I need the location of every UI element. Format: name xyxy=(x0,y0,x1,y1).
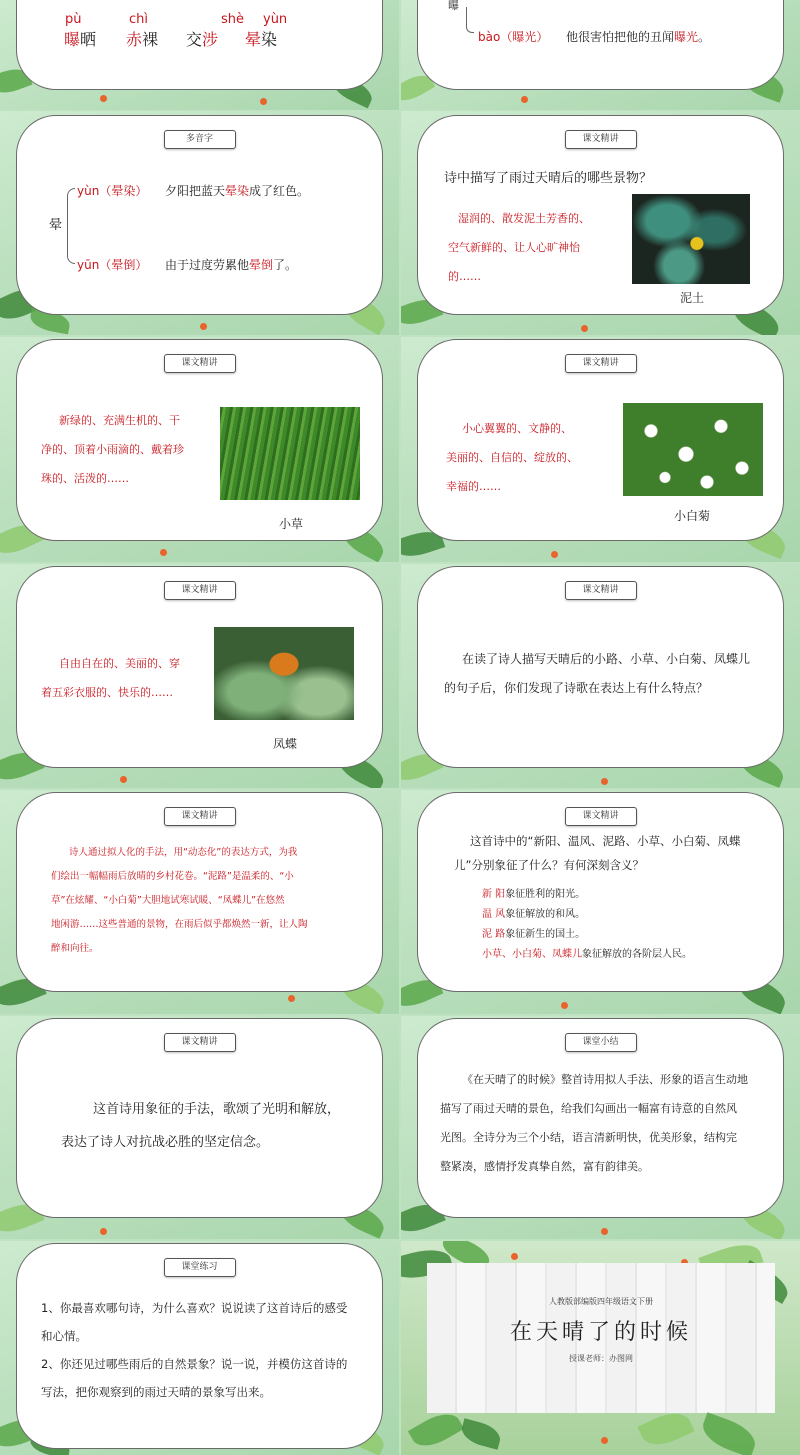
body-text: 诗人通过拟人化的手法，用“动态化”的表达方式，为我 们绘出一幅幅雨后放晴的乡村花卷。“泥路”是温柔的、“小 草”在炫耀、“小白菊”大胆地试寒试暖、“凤蝶儿”在悠然 地闲游……这些普通的景物，在雨后似乎都焕然一新，让人陶 醉和向往。 xyxy=(51,847,308,954)
slide-card xyxy=(16,115,383,315)
slide-card: pù chì shè yùn 曝晒 赤裸 交涉 晕染 xyxy=(16,0,383,90)
photo-caption: 凤蝶 xyxy=(273,737,298,751)
example-sentence: 夕阳把蓝天晕染成了红色。 xyxy=(165,184,310,198)
slide-5 xyxy=(0,337,399,562)
slide-9 xyxy=(0,790,399,1014)
char: 曝 xyxy=(448,0,459,12)
pinyin-entry: yūn（晕倒） xyxy=(77,258,148,272)
section-tag: 课文精讲 xyxy=(164,354,236,373)
slide-card xyxy=(16,566,383,768)
section-tag: 课堂练习 xyxy=(164,1258,236,1277)
pinyin-entry: yùn（晕染） xyxy=(77,184,148,198)
section-tag: 课文精讲 xyxy=(164,807,236,826)
question: 这首诗中的“新阳、温风、泥路、小草、小白菊、凤蝶 儿”分别象征了什么？有何深刻含义？ xyxy=(454,834,741,872)
section-tag: 课文精讲 xyxy=(164,1033,236,1052)
exercise-list: 1、你最喜欢哪句诗，为什么喜欢？说说读了这首诗后的感受 和心情。 2、你还见过哪些雨后的自然景象？说一说，并模仿这首诗的 写法，把你观察到的雨过天晴的景象写出来。 xyxy=(41,1301,348,1399)
section-tag: 课文精讲 xyxy=(565,807,637,826)
slide-13 xyxy=(0,1241,399,1455)
question: 诗中描写了雨过天晴后的哪些景物？ xyxy=(444,171,653,186)
slide-card xyxy=(417,339,784,541)
bracket-line xyxy=(67,188,75,264)
slide-3 xyxy=(0,111,399,335)
slide-card xyxy=(417,1018,784,1218)
photo-caption: 小白菊 xyxy=(674,509,711,523)
slide-card xyxy=(16,792,383,992)
section-tag: 课堂小结 xyxy=(565,1033,637,1052)
example-sentence: 他很害怕把他的丑闻曝光。 xyxy=(566,30,711,44)
body-text: 这首诗用象征的手法，歌颂了光明和解放， 表达了诗人对抗战必胜的坚定信念。 xyxy=(61,1102,341,1150)
section-tag: 课文精讲 xyxy=(565,581,637,600)
daisy-photo xyxy=(623,403,763,496)
section-tag: 多音字 xyxy=(164,130,236,149)
description: 湿润的、散发泥土芳香的、 空气新鲜的、让人心旷神怡 的…… xyxy=(448,212,590,283)
soil-flower-photo xyxy=(632,194,750,284)
slide-card xyxy=(417,115,784,315)
symbol-list xyxy=(482,885,692,965)
slide-1 xyxy=(0,0,399,110)
section-tag: 课文精讲 xyxy=(565,130,637,149)
description: 小心翼翼的、文静的、 美丽的、自信的、绽放的、 幸福的…… xyxy=(446,422,578,493)
subtitle: 人教版部编版四年级语文下册 xyxy=(549,1297,653,1306)
slide-11 xyxy=(0,1016,399,1239)
slide-card xyxy=(16,339,383,541)
summary-text: 《在天晴了的时候》整首诗用拟人手法、形象的语言生动地 描写了雨过天晴的景色，给我们勾画出一幅富有诗意的自然风 光图。全诗分为三个小结，语言清新明快，优美形象，结构完 整紧凑，感情抒发真挚自然，富有韵律美。 xyxy=(440,1073,748,1173)
section-tag: 课文精讲 xyxy=(164,581,236,600)
slide-card xyxy=(417,792,784,992)
section-tag: 课文精讲 xyxy=(565,354,637,373)
body-text: 在读了诗人描写天晴后的小路、小草、小白菊、凤蝶儿 的句子后，你们发现了诗歌在表达上有什么特点？ xyxy=(444,652,751,695)
title-board xyxy=(427,1263,775,1413)
char: 晕 xyxy=(49,218,63,233)
page-title: 在天晴了的时候 xyxy=(509,1320,692,1345)
list-item: 小草、小白菊、凤蝶儿象征解放的各阶层人民。 xyxy=(482,949,692,960)
slide-7 xyxy=(0,564,399,788)
description: 新绿的、充满生机的、干 净的、顶着小雨滴的、戴着珍 珠的、活泼的…… xyxy=(41,414,184,485)
description: 自由自在的、美丽的、穿 着五彩衣服的、快乐的…… xyxy=(41,657,180,699)
example-sentence: 由于过度劳累他晕倒了。 xyxy=(165,258,298,272)
slide-card xyxy=(16,1018,383,1218)
list-item: 新 阳象征胜利的阳光。 xyxy=(482,889,586,900)
slide-12 xyxy=(401,1016,800,1239)
bracket-line xyxy=(466,7,474,33)
slide-10 xyxy=(401,790,800,1014)
slide-4 xyxy=(401,111,800,335)
grass-photo xyxy=(220,407,360,500)
photo-caption: 小草 xyxy=(279,517,304,531)
photo-caption: 泥土 xyxy=(680,291,705,305)
butterfly-photo xyxy=(214,627,354,720)
slide-card xyxy=(16,1243,383,1449)
list-item: 泥 路象征新生的国土。 xyxy=(482,929,586,940)
slide-6 xyxy=(401,337,800,562)
slide-14 xyxy=(401,1241,800,1455)
slide-card xyxy=(417,566,784,768)
list-item: 温 风象征解放的和风。 xyxy=(482,909,586,920)
pinyin-entry: bào（曝光） xyxy=(478,30,549,44)
slide-card xyxy=(417,0,784,90)
slide-8 xyxy=(401,564,800,788)
teacher-label: 授课老师：办图网 xyxy=(569,1354,633,1363)
slide-2 xyxy=(401,0,800,110)
